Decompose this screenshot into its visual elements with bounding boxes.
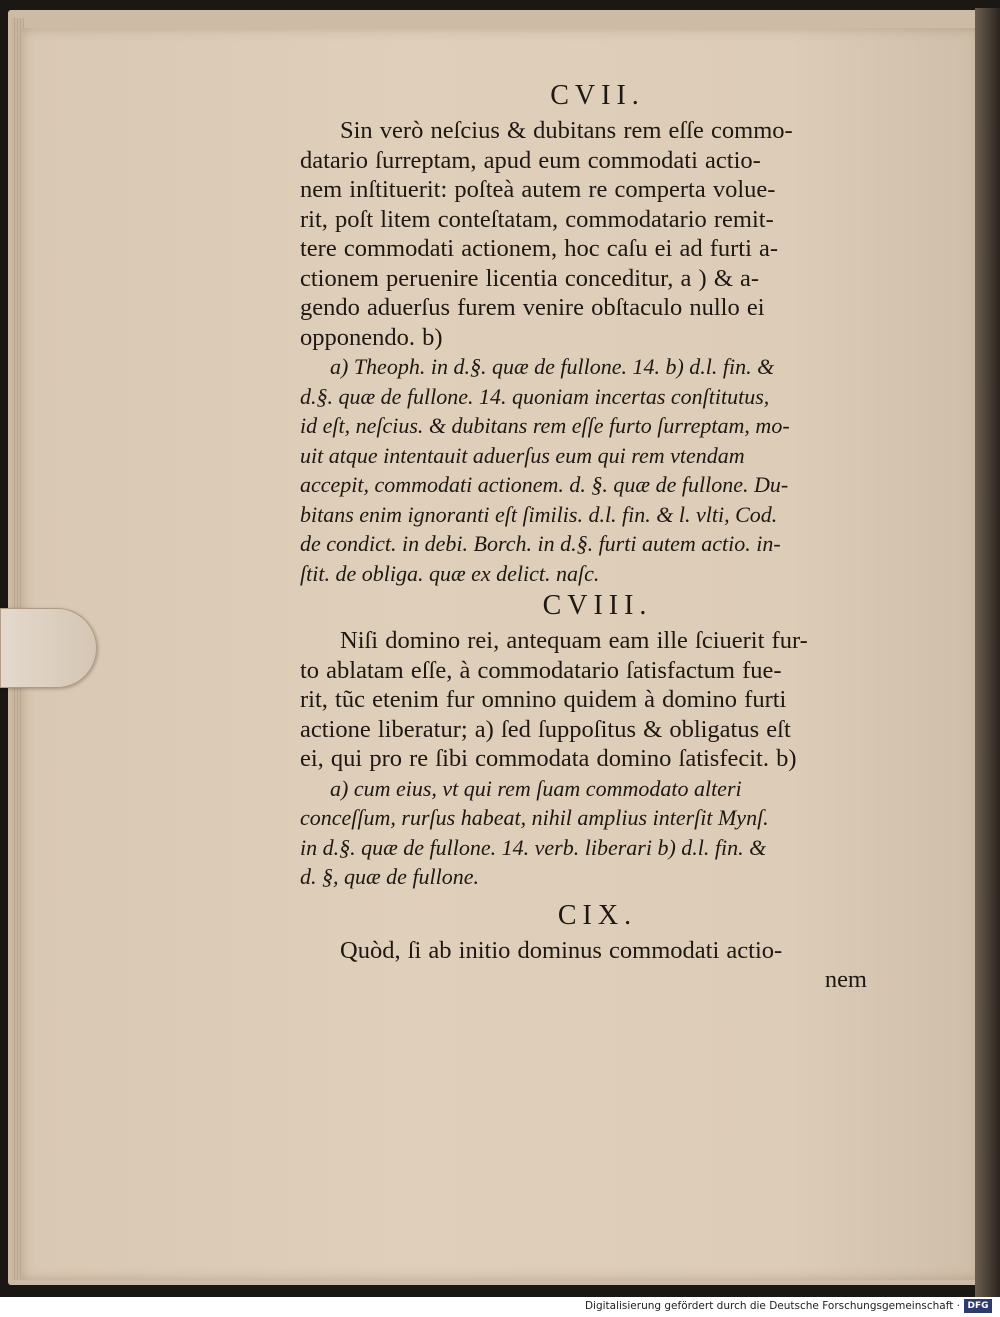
section-heading: CVII. (550, 80, 645, 111)
text-line: to ablatam eſſe, à commodatario ſatisfactum fue- (300, 656, 782, 684)
text-line: opponendo. b) (300, 323, 443, 351)
footnote-line: d.§. quæ de fullone. 14. quoniam incertas conſtitutus, (300, 383, 770, 409)
dfg-logo: DFG (964, 1299, 992, 1313)
page-text (300, 78, 875, 995)
page-clip-tab (0, 608, 97, 688)
text-line: rit, tũc etenim fur omnino quidem à domino furti (300, 686, 787, 713)
footnote-line: bitans enim ignoranti eſt ſimilis. d.l. fin. & l. vlti, Cod. (300, 501, 778, 527)
footnote-line: conceſſum, rurſus habeat, nihil amplius interſit Mynſ. (300, 805, 769, 830)
section-heading: CIX. (557, 899, 638, 931)
footnote-line: in d.§. quæ de fullone. 14. verb. liberari b) d.l. fin. & (300, 834, 767, 860)
text-line: ctionem peruenire licentia conceditur, a ) & a- (300, 264, 760, 292)
footnote-line: d. §, quæ de fullone. (300, 864, 480, 889)
text-line: Quòd, ſi ab initio dominus commodati actio- (340, 936, 783, 964)
footer-credit: Digitalisierung gefördert durch die Deutsche Forschungsgemeinschaft · (584, 1300, 960, 1312)
catchword: nem (824, 966, 867, 993)
footnote-line: accepit, commodati actionem. d. §. quæ de fullone. Du- (300, 472, 789, 497)
section-heading: CVIII. (542, 590, 653, 621)
text-line: gendo aduerſus furem venire obſtaculo nullo ei (300, 294, 765, 321)
text-line: datario ſurreptam, apud eum commodati actio- (300, 146, 761, 174)
text-line: tere commodati actionem, hoc caſu ei ad furti a- (300, 235, 779, 262)
binding-shadow (975, 8, 1000, 1297)
footnote-line: de condict. in debi. Borch. in d.§. furti autem actio. in- (300, 531, 781, 556)
footnote-line: id eſt, neſcius. & dubitans rem eſſe furto ſurreptam, mo- (300, 413, 790, 438)
footnote-line: uit atque intentauit aduerſus eum qui rem vtendam (300, 442, 745, 468)
footer-bar (0, 1297, 1000, 1317)
footnote-line: ſtit. de obliga. quæ ex delict. naſc. (300, 560, 600, 586)
footnote-line: a) cum eius, vt qui rem ſuam commodato alteri (330, 775, 742, 801)
text-line: rit, poſt litem conteſtatam, commodatario remit- (300, 205, 774, 233)
text-line: actione liberatur; a) ſed ſuppoſitus & obligatus eſt (300, 715, 791, 743)
footnote-line: a) Theoph. in d.§. quæ de fullone. 14. b) d.l. fin. & (330, 354, 775, 379)
text-line: nem inſtituerit: poſteà autem re comperta volue- (300, 176, 776, 203)
text-line: ei, qui pro re ſibi commodata domino ſatisfecit. b) (300, 745, 797, 772)
text-line: Niſi domino rei, antequam eam ille ſciuerit fur- (340, 627, 808, 654)
text-line: Sin verò neſcius & dubitans rem eſſe commo- (340, 117, 793, 144)
